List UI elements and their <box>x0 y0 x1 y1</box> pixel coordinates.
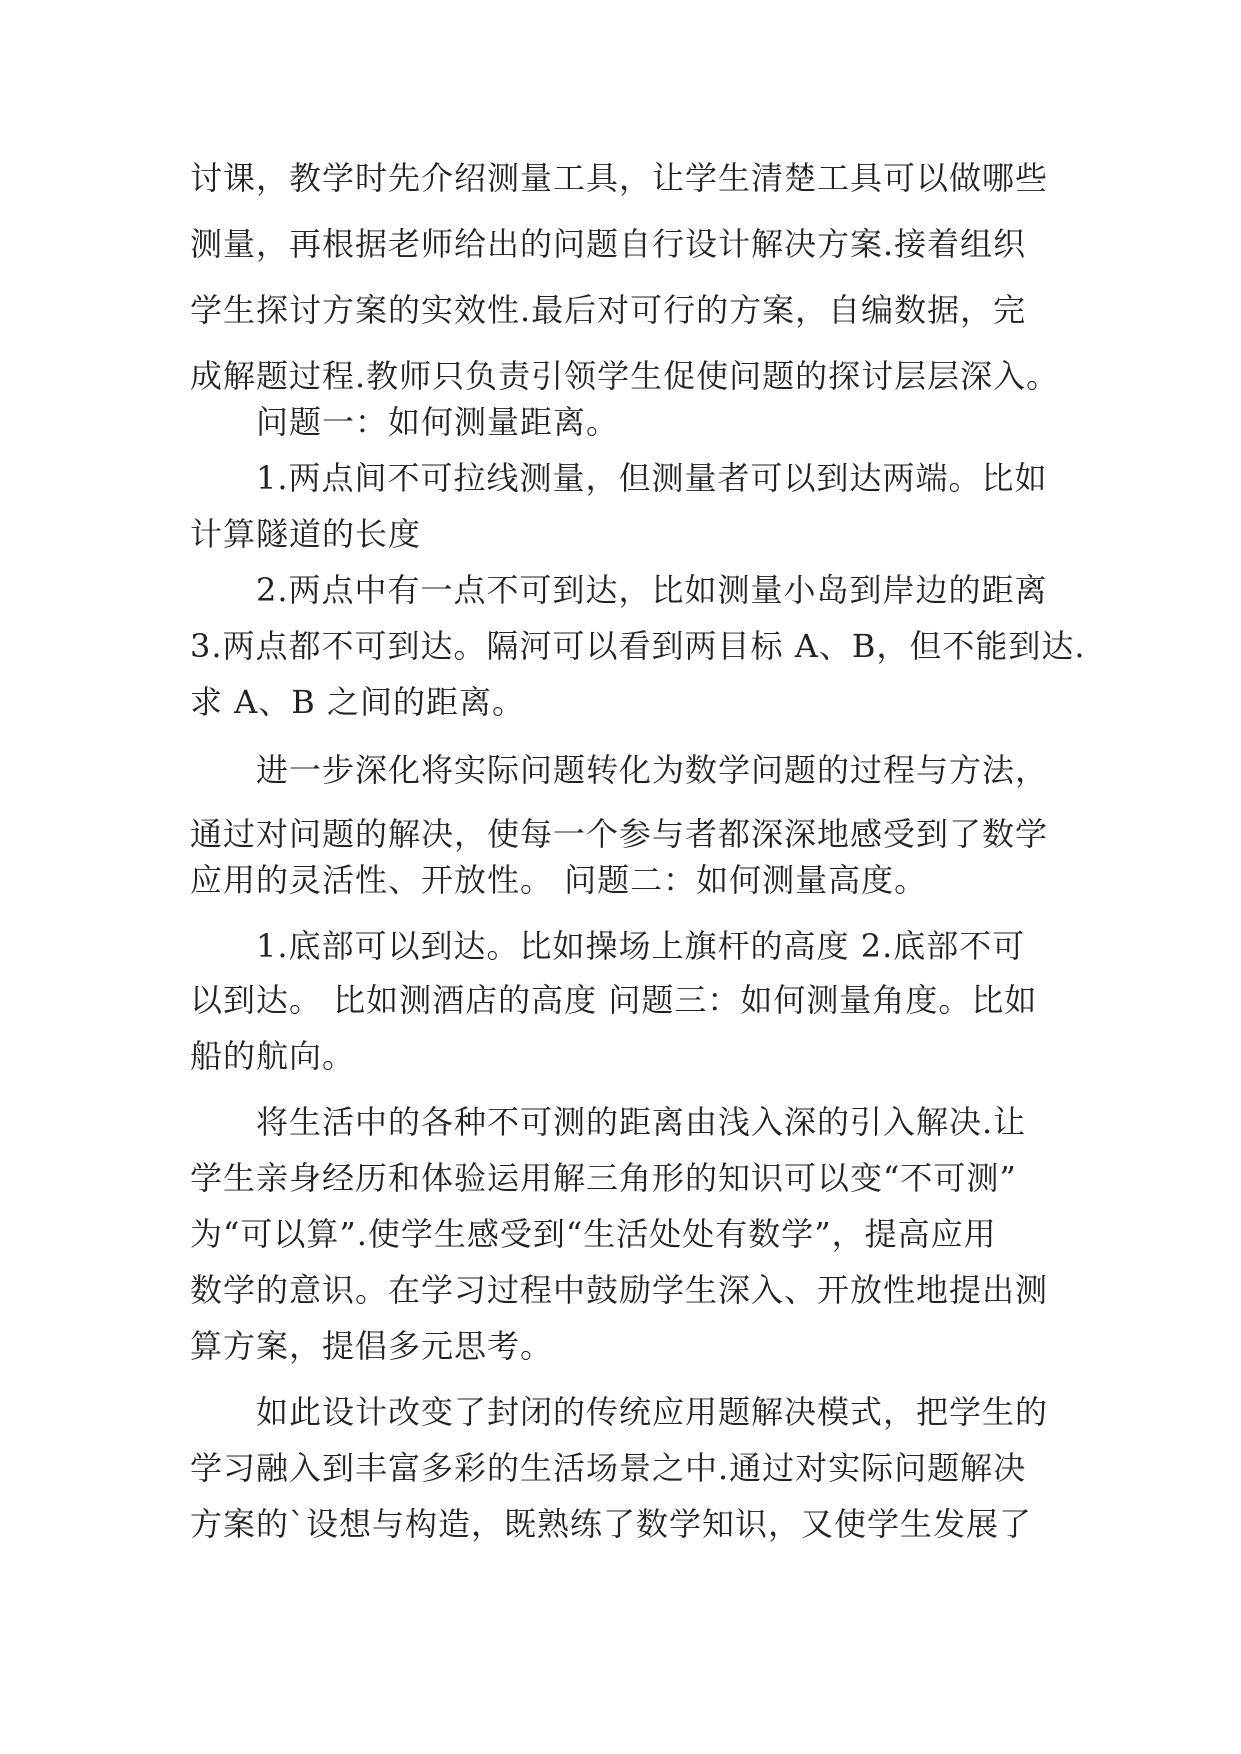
text-line: 船的航向。 <box>190 1037 356 1075</box>
text-line: 计算隧道的长度 <box>190 515 422 553</box>
text-line: 3.两点都不可到达。隔河可以看到两目标 A、B，但不能到达. <box>190 627 1086 665</box>
text-line: 以到达。 比如测酒店的高度 问题三：如何测量角度。比如 <box>190 981 1038 1019</box>
text-line: 1.两点间不可拉线测量，但测量者可以到达两端。比如 <box>256 459 1048 497</box>
text-line: 学生亲身经历和体验运用解三角形的知识可以变“不可测” <box>190 1159 1017 1197</box>
text-line: 求 A、B 之间的距离。 <box>190 683 525 721</box>
text-line: 如此设计改变了封闭的传统应用题解决模式，把学生的 <box>256 1393 1049 1431</box>
text-line: 学生探讨方案的实效性.最后对可行的方案，自编数据，完 <box>190 291 1027 329</box>
text-line: 数学的意识。在学习过程中鼓励学生深入、开放性地提出测 <box>190 1271 1049 1309</box>
text-line: 通过对问题的解决，使每一个参与者都深深地感受到了数学 <box>190 815 1049 853</box>
text-line: 成解题过程.教师只负责引领学生促使问题的探讨层层深入。 <box>190 357 1060 395</box>
text-line: 进一步深化将实际问题转化为数学问题的过程与方法， <box>256 751 1049 789</box>
text-line: 测量，再根据老师给出的问题自行设计解决方案.接着组织 <box>190 225 1027 263</box>
text-line: 应用的灵活性、开放性。 问题二：如何测量高度。 <box>190 861 928 899</box>
text-line: 1.底部可以到达。比如操场上旗杆的高度 2.底部不可 <box>256 927 1026 965</box>
text-line: 讨课，教学时先介绍测量工具，让学生清楚工具可以做哪些 <box>190 159 1049 197</box>
text-line: 算方案，提倡多元思考。 <box>190 1327 554 1365</box>
question-heading: 问题一：如何测量距离。 <box>256 403 620 441</box>
text-line: 2.两点中有一点不可到达，比如测量小岛到岸边的距离 <box>256 571 1048 609</box>
text-line: 为“可以算”.使学生感受到“生活处处有数学”，提高应用 <box>190 1215 997 1253</box>
text-line: 学习融入到丰富多彩的生活场景之中.通过对实际问题解决 <box>190 1449 1027 1487</box>
text-line: 将生活中的各种不可测的距离由浅入深的引入解决.让 <box>256 1103 1027 1141</box>
text-line: 方案的`设想与构造，既熟练了数学知识，又使学生发展了 <box>190 1505 1033 1543</box>
